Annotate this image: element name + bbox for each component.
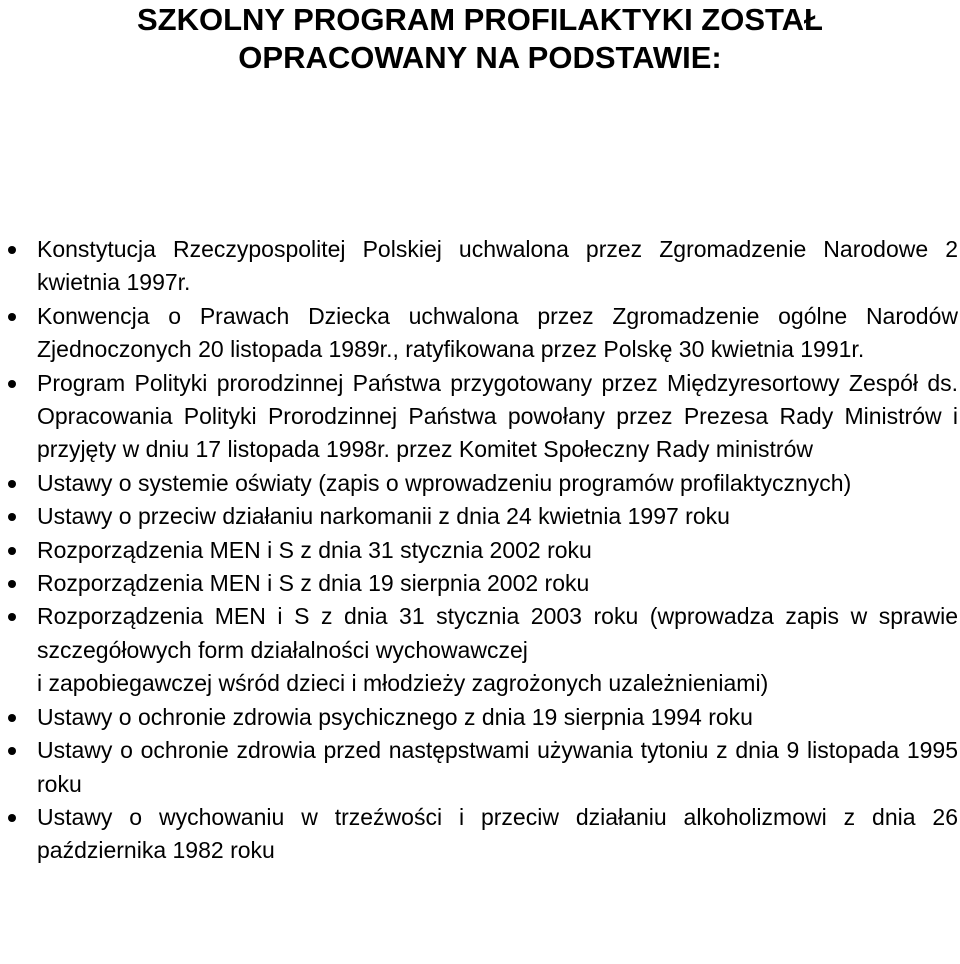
- bullet-icon: [8, 613, 16, 621]
- list-item: [0, 534, 958, 567]
- list-item-text: Rozporządzenia MEN i S z dnia 31 stycznia 2003 roku (wprowadza zapis w sprawie szczegółowych form działalności wychowawczej: [37, 603, 958, 663]
- list-item-text: Konstytucja Rzeczypospolitej Polskiej uchwalona przez Zgromadzenie Narodowe 2 kwietnia 1997r.: [37, 236, 958, 296]
- page-title: [0, 1, 960, 77]
- legal-basis-list: [0, 233, 958, 868]
- bullet-icon: [8, 580, 16, 588]
- list-item: [0, 300, 958, 367]
- list-item: [0, 734, 958, 801]
- bullet-icon: [8, 246, 16, 254]
- list-item-text: Ustawy o systemie oświaty (zapis o wprowadzeniu programów profilaktycznych): [37, 469, 852, 496]
- bullet-icon: [8, 547, 16, 555]
- bullet-icon: [8, 714, 16, 722]
- list-item-text: Ustawy o ochronie zdrowia psychicznego z dnia 19 sierpnia 1994 roku: [37, 703, 753, 730]
- bullet-icon: [8, 747, 16, 755]
- list-item: [0, 467, 958, 500]
- page-title-line-2: OPRACOWANY NA PODSTAWIE:: [238, 40, 722, 75]
- list-item-text: Rozporządzenia MEN i S z dnia 19 sierpnia 2002 roku: [37, 570, 590, 597]
- list-item-text: Konwencja o Prawach Dziecka uchwalona przez Zgromadzenie ogólne Narodów Zjednoczonych 20 listopada 1989r., ratyfikowana przez Polskę 30 kwietnia 1991r.: [37, 302, 958, 363]
- list-item: [0, 600, 958, 700]
- bullet-icon: [8, 513, 16, 521]
- list-item-text: Ustawy o wychowaniu w trzeźwości i przeciw działaniu alkoholizmowi z dnia 26 października 1982 roku: [37, 803, 958, 864]
- bullet-icon: [8, 380, 16, 388]
- list-item: [0, 367, 958, 467]
- list-item-text: Program Polityki prorodzinnej Państwa przygotowany przez Międzyresortowy Zespół ds. Opracowania Polityki Prorodzinnej Państwa powołany przez Prezesa Rady Ministrów i przyjęty w dniu 17 listopada 1998r. przez Komitet Społeczny Rady ministrów: [37, 369, 958, 463]
- list-item-text: Ustawy o przeciw działaniu narkomanii z dnia 24 kwietnia 1997 roku: [37, 503, 730, 530]
- page-title-line-1: SZKOLNY PROGRAM PROFILAKTYKI ZOSTAŁ: [136, 2, 823, 37]
- list-item-continuation: i zapobiegawczej wśród dzieci i młodzieży zagrożonych uzależnieniami): [37, 670, 769, 697]
- list-item: [0, 233, 958, 300]
- list-item: [0, 567, 958, 600]
- bullet-icon: [8, 814, 16, 822]
- list-item-text: Ustawy o ochronie zdrowia przed następstwami używania tytoniu z dnia 9 listopada 1995 roku: [37, 737, 958, 797]
- bullet-icon: [8, 480, 16, 488]
- list-item-text: Rozporządzenia MEN i S z dnia 31 stycznia 2002 roku: [37, 536, 592, 563]
- list-item: [0, 801, 958, 868]
- list-item: [0, 500, 958, 533]
- list-item: [0, 701, 958, 734]
- bullet-icon: [8, 313, 16, 321]
